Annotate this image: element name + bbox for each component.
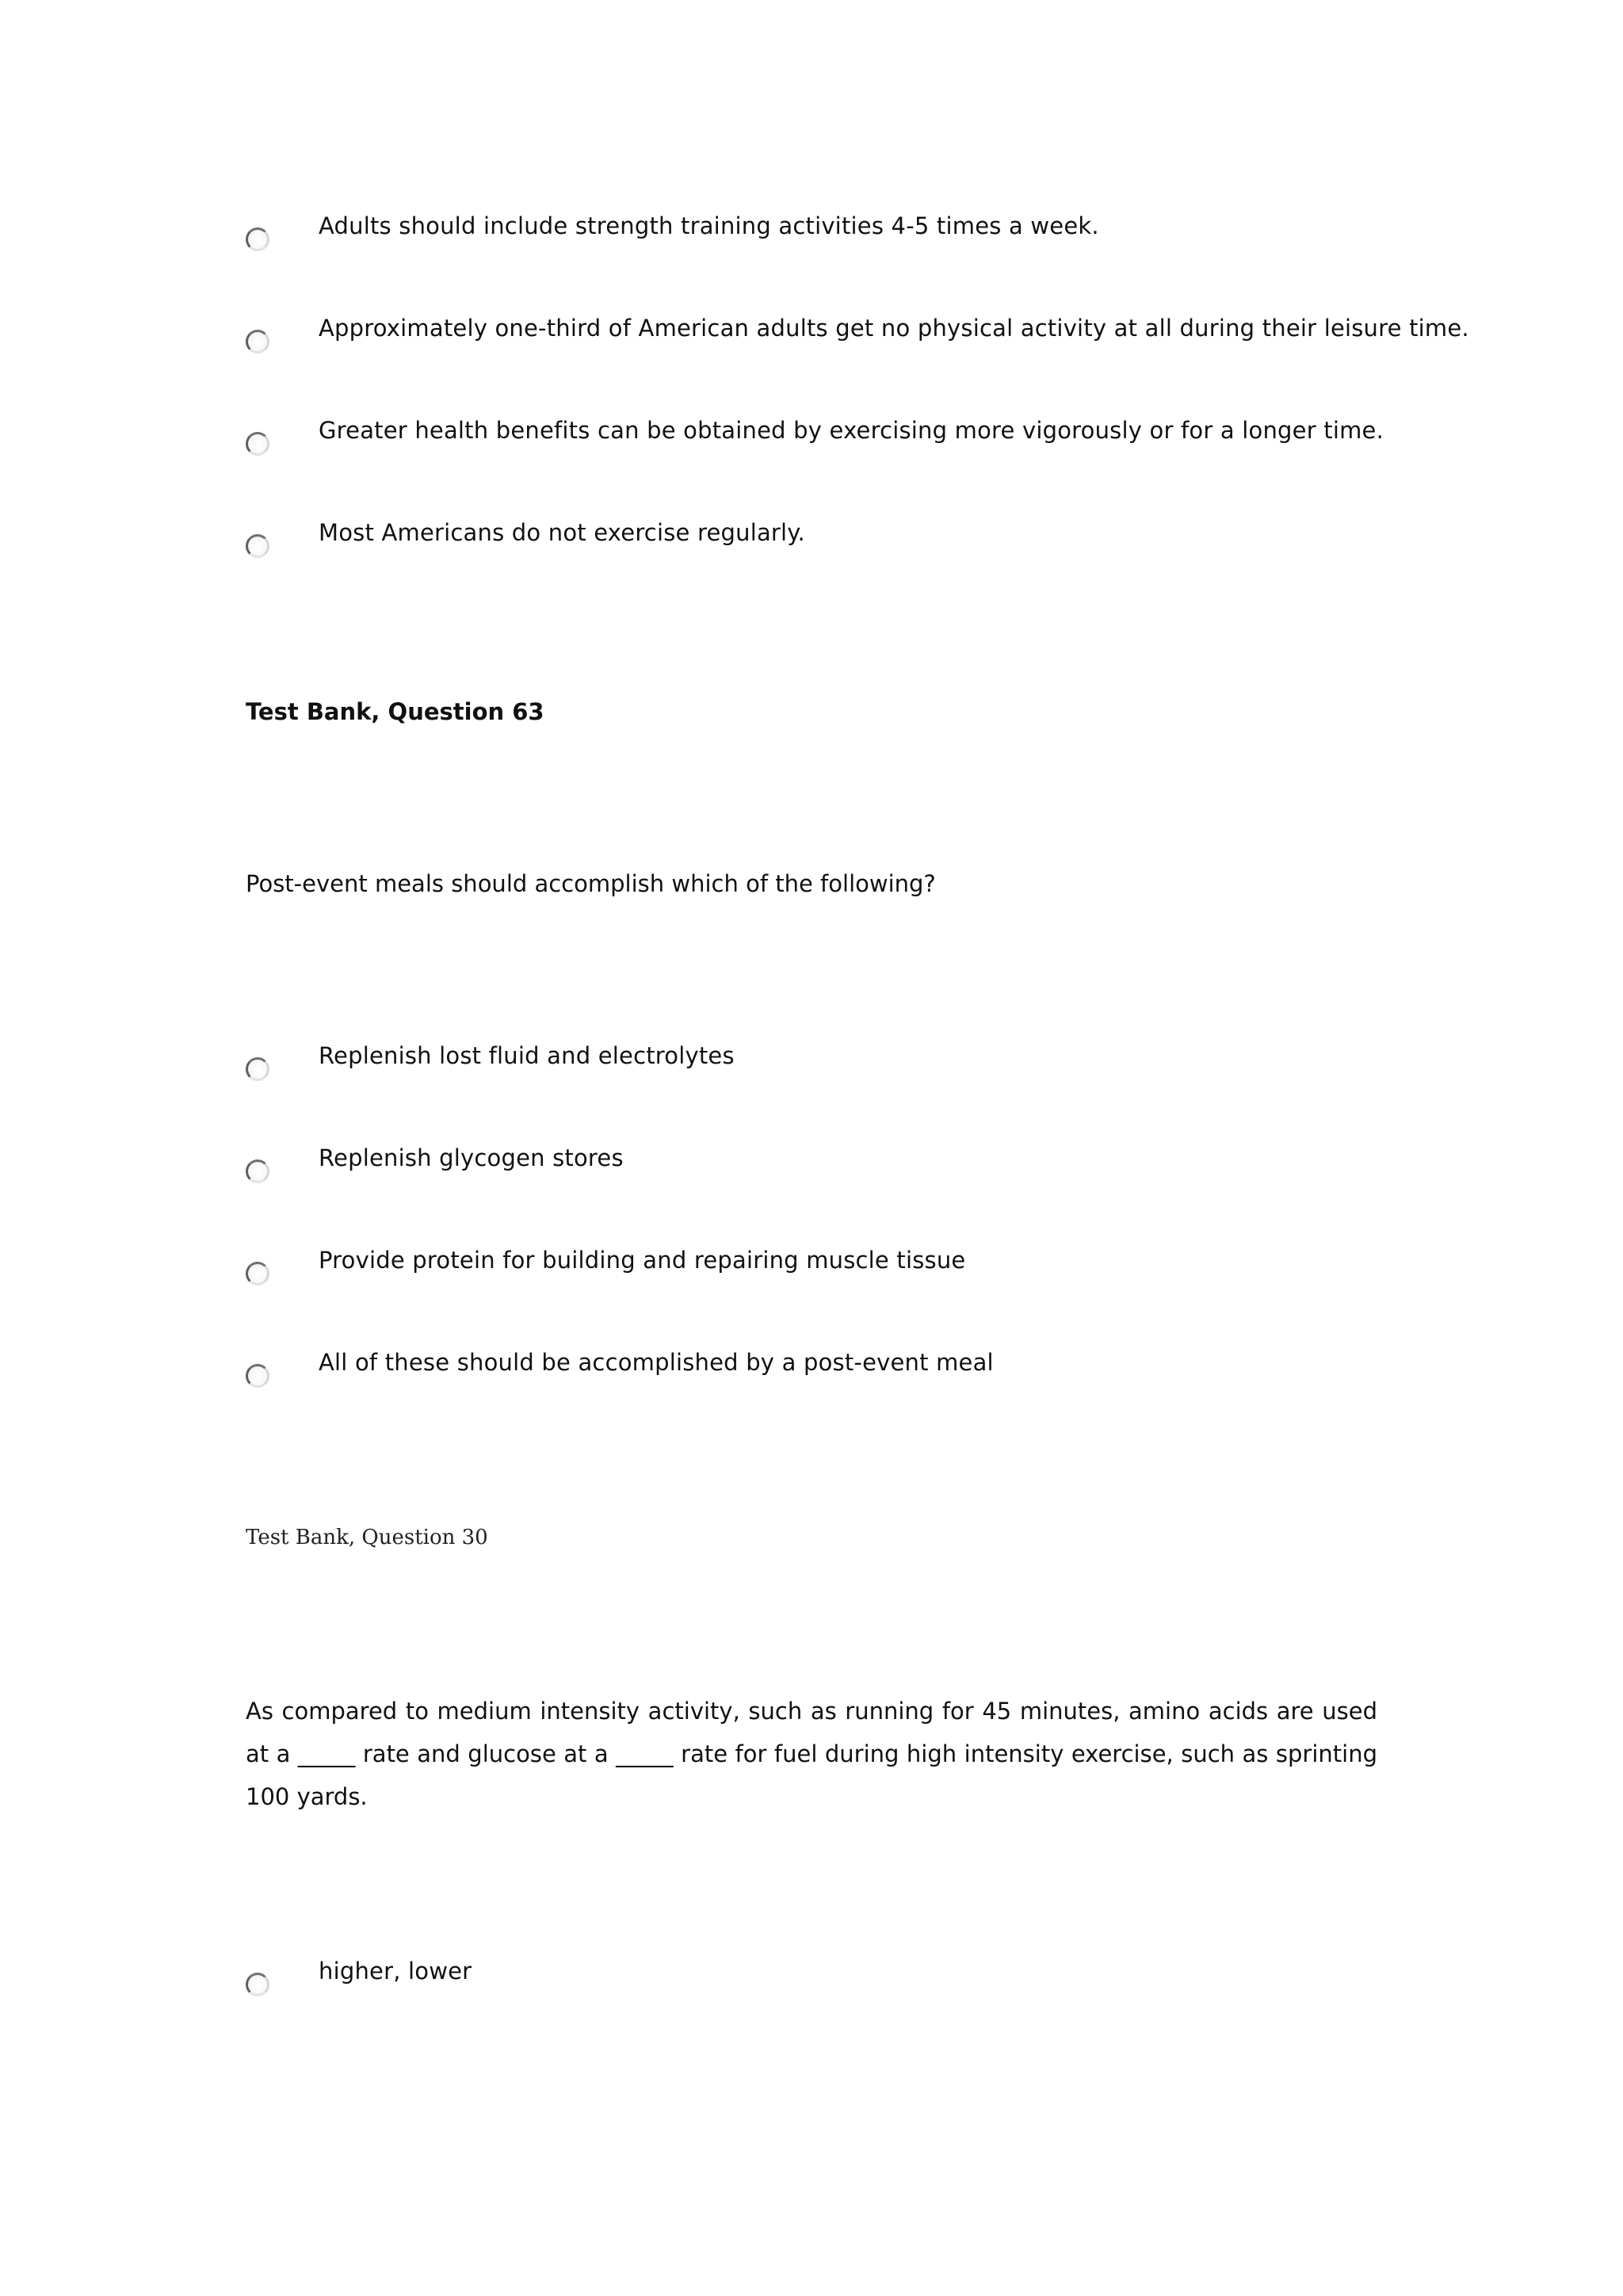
question-text: As compared to medium intensity activity, such as running for 45 minutes, amino acids are used at a _____ rate and glucose at a _____ rate for fuel during high intensity exercise, such as sprinting 100 yards. [246,1698,1377,1810]
question-title: Test Bank, Question 63 [246,698,544,725]
option-label: Most Americans do not exercise regularly. [319,519,805,546]
answer-option[interactable] [246,212,1395,259]
option-label: Provide protein for building and repairing muscle tissue [319,1247,966,1274]
radio-button[interactable] [246,1159,269,1183]
answer-option[interactable] [246,1957,1395,2004]
option-label: Greater health benefits can be obtained by exercising more vigorously or for a longer time. [319,417,1384,444]
option-label: All of these should be accomplished by a post-event meal [319,1349,994,1376]
option-label: Adults should include strength training activities 4-5 times a week. [319,212,1099,239]
option-label: Replenish glycogen stores [319,1144,624,1171]
answer-option[interactable] [246,416,1395,464]
question-title: Test Bank, Question 30 [246,1526,488,1549]
radio-button[interactable] [246,330,269,353]
radio-button[interactable] [246,1973,269,1996]
question-text: Post-event meals should accomplish which of the following? [246,870,936,897]
answer-option[interactable] [246,518,1395,566]
answer-option[interactable] [246,1144,1395,1191]
answer-option[interactable] [246,1246,1395,1293]
answer-option[interactable] [246,1041,1395,1089]
radio-button[interactable] [246,1364,269,1388]
answer-option[interactable] [246,314,1469,361]
option-label: higher, lower [319,1958,472,1985]
radio-button[interactable] [246,432,269,456]
radio-button[interactable] [246,1262,269,1286]
option-label: Approximately one-third of American adults get no physical activity at all during their leisure time. [319,315,1469,342]
radio-button[interactable] [246,1057,269,1081]
radio-button[interactable] [246,534,269,558]
option-label: Replenish lost fluid and electrolytes [319,1042,735,1069]
answer-option[interactable] [246,1348,1395,1396]
radio-button[interactable] [246,227,269,251]
